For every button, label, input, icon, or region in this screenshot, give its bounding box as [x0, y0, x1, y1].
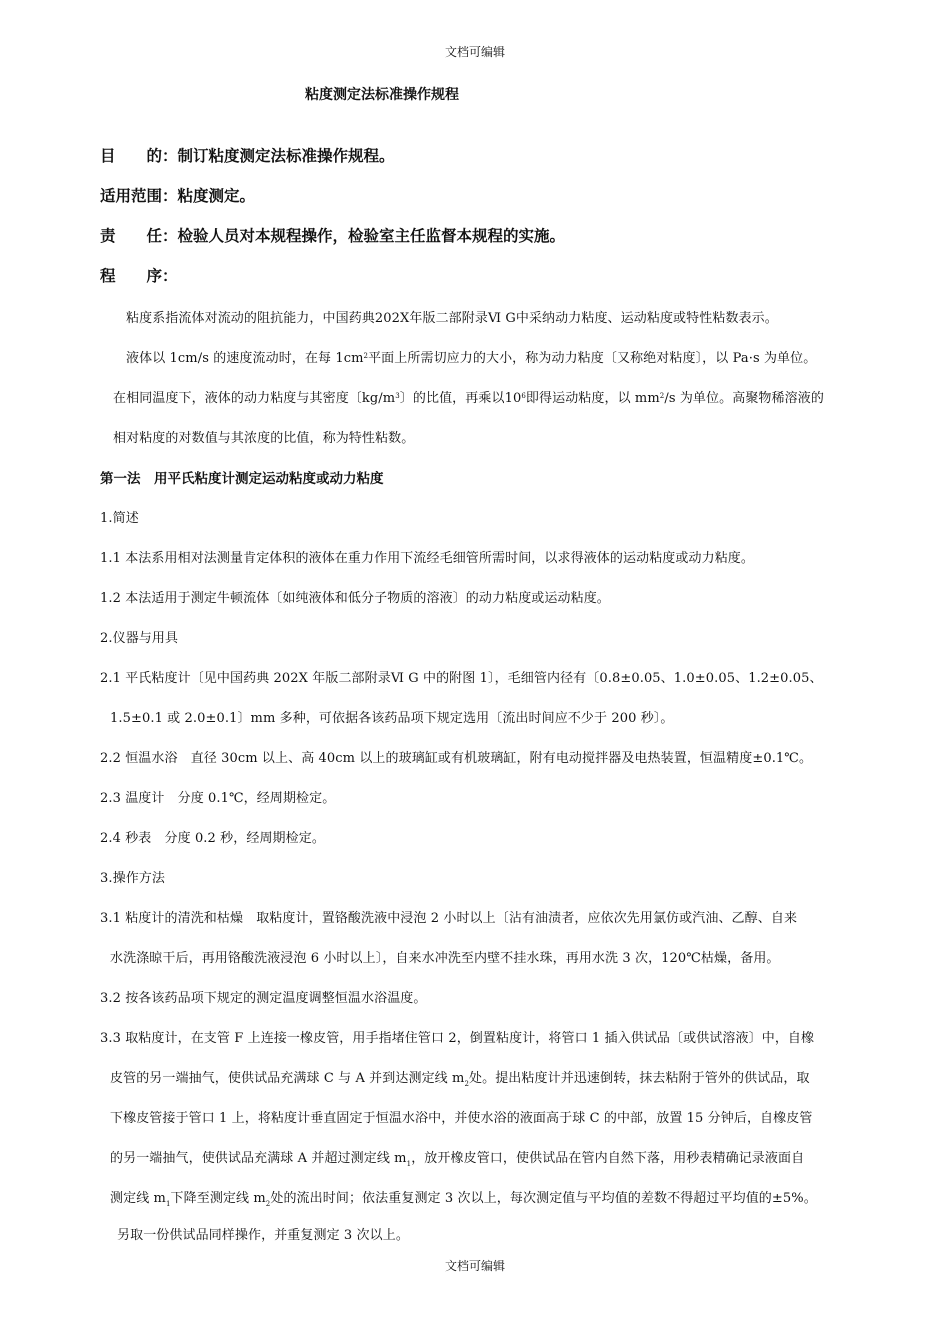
clause-text: 2.2 恒温水浴 直径 30cm 以上、高 40cm 以上的玻璃缸或有机玻璃缸，附有电动搅拌器及电热装置，恒温精度±0.1℃。: [100, 751, 813, 766]
intro-paragraph-line: 粘度系指流体对流动的阻抗能力，中国药典202X年版二部附录Ⅵ G中采纳动力粘度、运动粘度或特性粘数表示。: [126, 311, 778, 326]
clause-text: 下橡皮管接于管口 1 上，将粘度计垂直固定于恒温水浴中，并使水浴的液面高于球 C 的中部，放置 15 分钟后，自橡皮管: [110, 1111, 813, 1126]
clause-text: 水洗涤晾干后，再用铬酸洗液浸泡 6 小时以上〕，自来水冲洗至内壁不挂水珠，再用水洗 3 次，120℃枯燥，备用。: [110, 951, 780, 966]
section-heading: 1.简述: [100, 511, 139, 526]
clause-text: 2.1 平氏粘度计〔见中国药典 202X 年版二部附录Ⅵ G 中的附图 1〕，毛细管内径有〔0.8±0.05、1.0±0.05、1.2±0.05、: [100, 671, 823, 686]
clause-text: 3.2 按各该药品项下规定的测定温度调整恒温水浴温度。: [100, 991, 427, 1006]
clause-text: 皮管的另一端抽气，使供试品充满球 C 与 A 并到达测定线 $m_2$处。提出粘度计并迅速倒转，抹去粘附于管外的供试品，取: [110, 1071, 810, 1088]
clause-text: 另取一份供试品同样操作，并重复测定 3 次以上。: [117, 1228, 409, 1243]
method-heading: 第一法 用平氏粘度计测定运动粘度或动力粘度: [100, 471, 384, 487]
clause-text: 2.3 温度计 分度 0.1℃，经周期检定。: [100, 791, 336, 806]
section-heading: 3.操作方法: [100, 871, 166, 886]
clause-text: 1.1 本法系用相对法测量肯定体积的液体在重力作用下流经毛细管所需时间，以求得液体的运动粘度或动力粘度。: [100, 551, 755, 566]
page-title: 粘度测定法标准操作规程: [305, 87, 459, 103]
clause-text: 3.1 粘度计的清洗和枯燥 取粘度计，置铬酸洗液中浸泡 2 小时以上〔沾有油渍者，应依次先用氯仿或汽油、乙醇、自来: [100, 911, 798, 926]
page-footer: 文档可编辑: [444, 1259, 505, 1273]
clause-text: 的另一端抽气，使供试品充满球 A 并超过测定线 $m_1$，放开橡皮管口，使供试品在管内自然下落，用秒表精确记录液面自: [110, 1151, 805, 1168]
intro-paragraph-line: 相对粘度的对数值与其浓度的比值，称为特性粘数。: [113, 431, 415, 446]
intro-paragraph-line: 液体以 1cm/s 的速度流动时，在每 $1cm^2$平面上所需切应力的大小，称为动力粘度〔又称绝对粘度〕，以 Pa·s 为单位。: [126, 351, 817, 366]
clause-text: 测定线 $m_1$下降至测定线 $m_2$处的流出时间；依法重复测定 3 次以上，每次测定值与平均值的差数不得超过平均值的±5%。: [110, 1191, 817, 1208]
section-heading: 2.仪器与用具: [100, 631, 179, 646]
procedure-line: 程 序：: [100, 267, 178, 285]
intro-paragraph-line: 在相同温度下，液体的动力粘度与其密度〔$kg/m^3$〕的比值，再乘以$10^6$即得运动粘度，以 $mm^2/s$ 为单位。高聚物稀溶液的: [113, 391, 824, 406]
page-header: 文档可编辑: [444, 45, 505, 59]
clause-text: 3.3 取粘度计，在支管 F 上连接一橡皮管，用手指堵住管口 2，倒置粘度计，将管口 1 插入供试品〔或供试溶液〕中，自橡: [100, 1031, 815, 1046]
clause-text: 1.5±0.1 或 2.0±0.1〕mm 多种，可依据各该药品项下规定选用〔流出时间应不少于 200 秒〕。: [110, 711, 674, 726]
scope-line: 适用范围：粘度测定。: [100, 187, 256, 205]
clause-text: 2.4 秒表 分度 0.2 秒，经周期检定。: [100, 831, 325, 846]
responsibility-line: 责 任：检验人员对本规程操作，检验室主任监督本规程的实施。: [100, 227, 566, 245]
purpose-line: 目 的：制订粘度测定法标准操作规程。: [100, 147, 395, 165]
clause-text: 1.2 本法适用于测定牛顿流体〔如纯液体和低分子物质的溶液〕的动力粘度或运动粘度。: [100, 591, 610, 606]
